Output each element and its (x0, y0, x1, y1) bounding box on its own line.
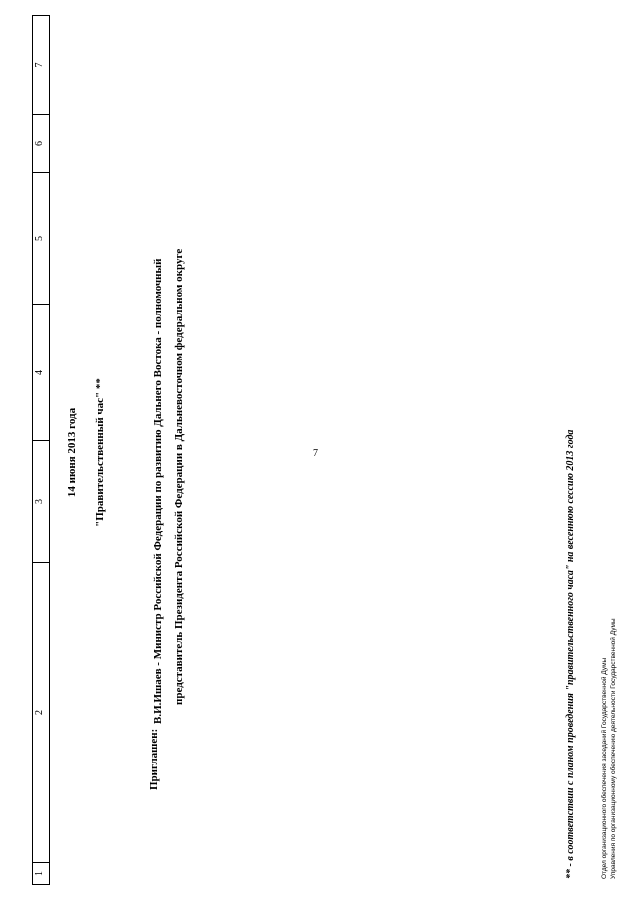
invited-line-1: В.И.Ишаев - Министр Российской Федерации по развитию Дальнего Востока - полномочный (152, 258, 164, 724)
column-cell (33, 16, 49, 114)
column-number: 3 (34, 499, 45, 504)
column-number: 6 (34, 141, 45, 146)
column-cell (33, 440, 49, 562)
column-cell (33, 562, 49, 862)
column-number: 7 (34, 62, 45, 68)
column-number: 4 (34, 370, 45, 375)
column-number: 2 (34, 710, 45, 715)
footnote: ** - в соответствии с планом проведения "правительственного часа" на весеннюю сессию 2013 года (565, 429, 576, 879)
column-cell (33, 304, 49, 440)
department-credit (600, 618, 618, 879)
session-title: "Правительственный час" ** (94, 378, 106, 527)
invited-person (148, 164, 190, 724)
invited-line-2: представитель Президента Российской Федерации в Дальневосточном федеральном округе (173, 248, 185, 705)
department-line-2: Управления по организационному обеспечению деятельности Государственной Думы (610, 618, 617, 879)
department-line-1: Отдел организационного обеспечения заседаний Государственной Думы (601, 657, 608, 879)
column-number-row (32, 15, 50, 885)
column-number: 5 (34, 236, 45, 241)
page-number: 7 (313, 448, 318, 459)
column-cell (33, 862, 49, 884)
column-number: 1 (34, 871, 45, 876)
invited-label: Приглашен: (148, 728, 160, 790)
column-cell (33, 114, 49, 172)
column-cell (33, 172, 49, 304)
session-date: 14 июня 2013 года (66, 407, 78, 498)
